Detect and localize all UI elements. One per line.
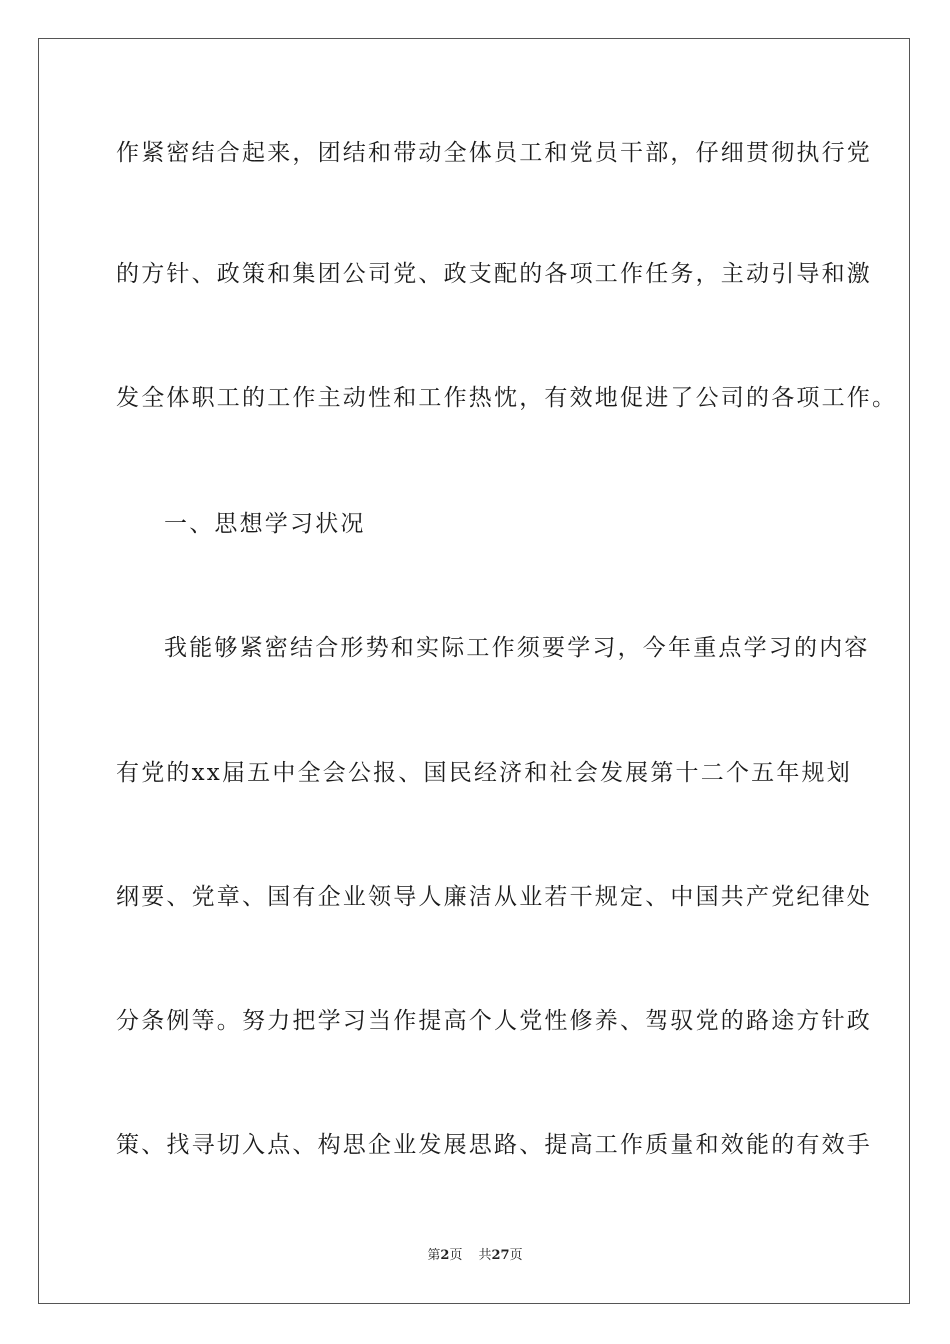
body-line-9: 策、找寻切入点、构思企业发展思路、提高工作质量和效能的有效手 <box>116 1132 872 1158</box>
body-line-6: 有党的xx届五中全会公报、国民经济和社会发展第十二个五年规划 <box>116 760 852 786</box>
total-pages: 27 <box>491 1248 510 1263</box>
page-suffix: 页 <box>449 1248 463 1263</box>
total-suffix: 页 <box>509 1248 523 1263</box>
page-prefix: 第 <box>427 1248 441 1263</box>
body-line-1: 作紧密结合起来，团结和带动全体员工和党员干部，仔细贯彻执行党 <box>116 140 872 166</box>
body-line-5: 我能够紧密结合形势和实际工作须要学习，今年重点学习的内容 <box>164 635 870 661</box>
page-border <box>38 38 910 1304</box>
page-footer <box>0 1247 950 1265</box>
body-line-3: 发全体职工的工作主动性和工作热忱，有效地促进了公司的各项工作。 <box>116 385 898 411</box>
body-line-2: 的方针、政策和集团公司党、政支配的各项工作任务，主动引导和激 <box>116 261 872 287</box>
section-heading: 一、思想学习状况 <box>164 511 366 537</box>
body-line-7: 纲要、党章、国有企业领导人廉洁从业若干规定、中国共产党纪律处 <box>116 884 872 910</box>
body-line-8: 分条例等。努力把学习当作提高个人党性修养、驾驭党的路途方针政 <box>116 1008 872 1034</box>
total-prefix: 共 <box>478 1248 492 1263</box>
page-number: 2 <box>440 1248 450 1263</box>
